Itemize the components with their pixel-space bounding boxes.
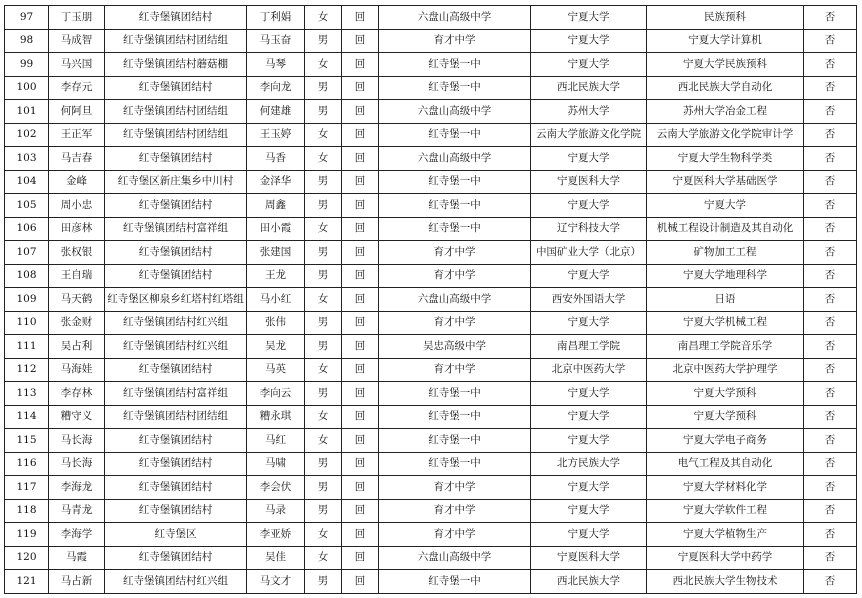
university-major-cell: 机械工程设计制造及其自动化 bbox=[647, 217, 804, 241]
row-number-cell: 116 bbox=[5, 452, 49, 476]
student-name-cell: 马英 bbox=[247, 358, 305, 382]
parent-name-cell: 王正军 bbox=[49, 123, 105, 147]
table-row bbox=[5, 147, 857, 171]
ethnicity-cell: 回 bbox=[342, 6, 379, 30]
ethnicity-cell: 回 bbox=[342, 264, 379, 288]
student-name-cell: 周鑫 bbox=[247, 194, 305, 218]
row-number-cell: 99 bbox=[5, 53, 49, 77]
status-cell: 否 bbox=[804, 194, 857, 218]
ethnicity-cell: 回 bbox=[342, 358, 379, 382]
university-major-cell: 民族预科 bbox=[647, 6, 804, 30]
university-major-cell: 苏州大学冶金工程 bbox=[647, 100, 804, 124]
university-cell: 中国矿业大学（北京） bbox=[531, 241, 647, 265]
address-cell: 红寺堡镇团结村 bbox=[105, 452, 247, 476]
table-row bbox=[5, 100, 857, 124]
high-school-cell: 吴忠高级中学 bbox=[379, 335, 531, 359]
table-row bbox=[5, 452, 857, 476]
university-cell: 西北民族大学 bbox=[531, 570, 647, 594]
gender-cell: 男 bbox=[305, 29, 342, 53]
university-major-cell: 宁夏医科大学基础医学 bbox=[647, 170, 804, 194]
student-name-cell: 张伟 bbox=[247, 311, 305, 335]
row-number-cell: 117 bbox=[5, 476, 49, 500]
address-cell: 红寺堡镇团结村 bbox=[105, 429, 247, 453]
table-row bbox=[5, 523, 857, 547]
student-name-cell: 糟永琪 bbox=[247, 405, 305, 429]
high-school-cell: 六盘山高级中学 bbox=[379, 288, 531, 312]
address-cell: 红寺堡镇团结村 bbox=[105, 264, 247, 288]
university-cell: 云南大学旅游文化学院 bbox=[531, 123, 647, 147]
status-cell: 否 bbox=[804, 264, 857, 288]
row-number-cell: 110 bbox=[5, 311, 49, 335]
table-row bbox=[5, 499, 857, 523]
high-school-cell: 育才中学 bbox=[379, 311, 531, 335]
parent-name-cell: 马海娃 bbox=[49, 358, 105, 382]
university-major-cell: 北京中医药大学护理学 bbox=[647, 358, 804, 382]
high-school-cell: 育才中学 bbox=[379, 241, 531, 265]
gender-cell: 男 bbox=[305, 311, 342, 335]
address-cell: 红寺堡镇团结村红兴组 bbox=[105, 570, 247, 594]
parent-name-cell: 马占新 bbox=[49, 570, 105, 594]
status-cell: 否 bbox=[804, 523, 857, 547]
university-major-cell: 宁夏大学预科 bbox=[647, 382, 804, 406]
row-number-cell: 103 bbox=[5, 147, 49, 171]
status-cell: 否 bbox=[804, 288, 857, 312]
university-cell: 宁夏大学 bbox=[531, 29, 647, 53]
row-number-cell: 111 bbox=[5, 335, 49, 359]
ethnicity-cell: 回 bbox=[342, 452, 379, 476]
address-cell: 红寺堡区 bbox=[105, 523, 247, 547]
ethnicity-cell: 回 bbox=[342, 523, 379, 547]
parent-name-cell: 糟守义 bbox=[49, 405, 105, 429]
student-name-cell: 马琴 bbox=[247, 53, 305, 77]
table-row bbox=[5, 217, 857, 241]
ethnicity-cell: 回 bbox=[342, 53, 379, 77]
university-major-cell: 日语 bbox=[647, 288, 804, 312]
university-major-cell: 西北民族大学自动化 bbox=[647, 76, 804, 100]
parent-name-cell: 李海学 bbox=[49, 523, 105, 547]
student-name-cell: 马香 bbox=[247, 147, 305, 171]
address-cell: 红寺堡镇团结村团结组 bbox=[105, 123, 247, 147]
table-row bbox=[5, 382, 857, 406]
ethnicity-cell: 回 bbox=[342, 170, 379, 194]
status-cell: 否 bbox=[804, 217, 857, 241]
gender-cell: 男 bbox=[305, 264, 342, 288]
university-major-cell: 宁夏大学预科 bbox=[647, 405, 804, 429]
student-name-cell: 吴佳 bbox=[247, 546, 305, 570]
table-row bbox=[5, 405, 857, 429]
university-cell: 北方民族大学 bbox=[531, 452, 647, 476]
row-number-cell: 113 bbox=[5, 382, 49, 406]
address-cell: 红寺堡镇团结村 bbox=[105, 499, 247, 523]
parent-name-cell: 马天鹤 bbox=[49, 288, 105, 312]
status-cell: 否 bbox=[804, 53, 857, 77]
address-cell: 红寺堡镇团结村团结组 bbox=[105, 29, 247, 53]
high-school-cell: 育才中学 bbox=[379, 264, 531, 288]
status-cell: 否 bbox=[804, 76, 857, 100]
university-cell: 宁夏大学 bbox=[531, 429, 647, 453]
university-cell: 宁夏大学 bbox=[531, 53, 647, 77]
university-major-cell: 宁夏医科大学中药学 bbox=[647, 546, 804, 570]
status-cell: 否 bbox=[804, 429, 857, 453]
row-number-cell: 118 bbox=[5, 499, 49, 523]
row-number-cell: 112 bbox=[5, 358, 49, 382]
high-school-cell: 育才中学 bbox=[379, 476, 531, 500]
university-cell: 北京中医药大学 bbox=[531, 358, 647, 382]
gender-cell: 女 bbox=[305, 6, 342, 30]
high-school-cell: 育才中学 bbox=[379, 523, 531, 547]
ethnicity-cell: 回 bbox=[342, 29, 379, 53]
university-major-cell: 宁夏大学机械工程 bbox=[647, 311, 804, 335]
university-cell: 宁夏大学 bbox=[531, 194, 647, 218]
high-school-cell: 红寺堡一中 bbox=[379, 405, 531, 429]
student-name-cell: 吴龙 bbox=[247, 335, 305, 359]
student-name-cell: 何建雄 bbox=[247, 100, 305, 124]
row-number-cell: 100 bbox=[5, 76, 49, 100]
high-school-cell: 红寺堡一中 bbox=[379, 194, 531, 218]
high-school-cell: 红寺堡一中 bbox=[379, 53, 531, 77]
gender-cell: 男 bbox=[305, 382, 342, 406]
university-cell: 宁夏大学 bbox=[531, 147, 647, 171]
gender-cell: 男 bbox=[305, 100, 342, 124]
student-name-cell: 李向云 bbox=[247, 382, 305, 406]
ethnicity-cell: 回 bbox=[342, 100, 379, 124]
status-cell: 否 bbox=[804, 6, 857, 30]
gender-cell: 男 bbox=[305, 241, 342, 265]
row-number-cell: 120 bbox=[5, 546, 49, 570]
table-row bbox=[5, 358, 857, 382]
gender-cell: 女 bbox=[305, 523, 342, 547]
university-major-cell: 宁夏大学民族预科 bbox=[647, 53, 804, 77]
address-cell: 红寺堡镇团结村 bbox=[105, 358, 247, 382]
address-cell: 红寺堡镇团结村 bbox=[105, 147, 247, 171]
row-number-cell: 104 bbox=[5, 170, 49, 194]
gender-cell: 女 bbox=[305, 123, 342, 147]
address-cell: 红寺堡镇团结村 bbox=[105, 546, 247, 570]
university-cell: 苏州大学 bbox=[531, 100, 647, 124]
ethnicity-cell: 回 bbox=[342, 546, 379, 570]
status-cell: 否 bbox=[804, 100, 857, 124]
parent-name-cell: 周小忠 bbox=[49, 194, 105, 218]
status-cell: 否 bbox=[804, 241, 857, 265]
row-number-cell: 121 bbox=[5, 570, 49, 594]
university-cell: 宁夏大学 bbox=[531, 476, 647, 500]
address-cell: 红寺堡镇团结村红兴组 bbox=[105, 311, 247, 335]
gender-cell: 男 bbox=[305, 335, 342, 359]
gender-cell: 女 bbox=[305, 358, 342, 382]
student-name-cell: 王玉婷 bbox=[247, 123, 305, 147]
parent-name-cell: 田彦林 bbox=[49, 217, 105, 241]
student-name-cell: 马文才 bbox=[247, 570, 305, 594]
status-cell: 否 bbox=[804, 335, 857, 359]
table-row bbox=[5, 288, 857, 312]
student-name-cell: 李会伏 bbox=[247, 476, 305, 500]
university-cell: 宁夏大学 bbox=[531, 523, 647, 547]
row-number-cell: 114 bbox=[5, 405, 49, 429]
high-school-cell: 红寺堡一中 bbox=[379, 76, 531, 100]
student-name-cell: 马玉奋 bbox=[247, 29, 305, 53]
address-cell: 红寺堡镇团结村富祥组 bbox=[105, 382, 247, 406]
gender-cell: 男 bbox=[305, 76, 342, 100]
high-school-cell: 红寺堡一中 bbox=[379, 429, 531, 453]
ethnicity-cell: 回 bbox=[342, 241, 379, 265]
high-school-cell: 红寺堡一中 bbox=[379, 382, 531, 406]
parent-name-cell: 王自瑞 bbox=[49, 264, 105, 288]
ethnicity-cell: 回 bbox=[342, 288, 379, 312]
address-cell: 红寺堡区新庄集乡中川村 bbox=[105, 170, 247, 194]
address-cell: 红寺堡镇团结村 bbox=[105, 76, 247, 100]
row-number-cell: 107 bbox=[5, 241, 49, 265]
address-cell: 红寺堡镇团结村团结组 bbox=[105, 100, 247, 124]
high-school-cell: 红寺堡一中 bbox=[379, 452, 531, 476]
ethnicity-cell: 回 bbox=[342, 194, 379, 218]
high-school-cell: 红寺堡一中 bbox=[379, 570, 531, 594]
ethnicity-cell: 回 bbox=[342, 570, 379, 594]
status-cell: 否 bbox=[804, 170, 857, 194]
university-cell: 宁夏医科大学 bbox=[531, 546, 647, 570]
row-number-cell: 115 bbox=[5, 429, 49, 453]
table-row bbox=[5, 546, 857, 570]
parent-name-cell: 张金财 bbox=[49, 311, 105, 335]
address-cell: 红寺堡镇团结村富祥组 bbox=[105, 217, 247, 241]
university-cell: 宁夏大学 bbox=[531, 311, 647, 335]
university-major-cell: 宁夏大学材料化学 bbox=[647, 476, 804, 500]
ethnicity-cell: 回 bbox=[342, 311, 379, 335]
parent-name-cell: 李存林 bbox=[49, 382, 105, 406]
table-row bbox=[5, 194, 857, 218]
gender-cell: 男 bbox=[305, 170, 342, 194]
row-number-cell: 119 bbox=[5, 523, 49, 547]
gender-cell: 女 bbox=[305, 53, 342, 77]
status-cell: 否 bbox=[804, 382, 857, 406]
table-row bbox=[5, 241, 857, 265]
status-cell: 否 bbox=[804, 123, 857, 147]
university-major-cell: 宁夏大学地理科学 bbox=[647, 264, 804, 288]
status-cell: 否 bbox=[804, 546, 857, 570]
parent-name-cell: 马长海 bbox=[49, 452, 105, 476]
high-school-cell: 六盘山高级中学 bbox=[379, 6, 531, 30]
high-school-cell: 六盘山高级中学 bbox=[379, 100, 531, 124]
address-cell: 红寺堡区柳泉乡红塔村红塔组 bbox=[105, 288, 247, 312]
address-cell: 红寺堡镇团结村 bbox=[105, 6, 247, 30]
university-major-cell: 电气工程及其自动化 bbox=[647, 452, 804, 476]
table-row bbox=[5, 170, 857, 194]
gender-cell: 女 bbox=[305, 405, 342, 429]
ethnicity-cell: 回 bbox=[342, 217, 379, 241]
university-major-cell: 宁夏大学电子商务 bbox=[647, 429, 804, 453]
high-school-cell: 红寺堡一中 bbox=[379, 217, 531, 241]
table-row bbox=[5, 6, 857, 30]
parent-name-cell: 丁玉朋 bbox=[49, 6, 105, 30]
parent-name-cell: 马吉春 bbox=[49, 147, 105, 171]
university-major-cell: 宁夏大学生物科学类 bbox=[647, 147, 804, 171]
gender-cell: 女 bbox=[305, 288, 342, 312]
student-name-cell: 马小红 bbox=[247, 288, 305, 312]
ethnicity-cell: 回 bbox=[342, 405, 379, 429]
status-cell: 否 bbox=[804, 476, 857, 500]
university-major-cell: 西北民族大学生物技术 bbox=[647, 570, 804, 594]
parent-name-cell: 李海龙 bbox=[49, 476, 105, 500]
parent-name-cell: 金峰 bbox=[49, 170, 105, 194]
status-cell: 否 bbox=[804, 311, 857, 335]
status-cell: 否 bbox=[804, 499, 857, 523]
parent-name-cell: 马青龙 bbox=[49, 499, 105, 523]
address-cell: 红寺堡镇团结村红兴组 bbox=[105, 335, 247, 359]
student-name-cell: 田小霞 bbox=[247, 217, 305, 241]
university-major-cell: 宁夏大学植物生产 bbox=[647, 523, 804, 547]
ethnicity-cell: 回 bbox=[342, 499, 379, 523]
ethnicity-cell: 回 bbox=[342, 76, 379, 100]
student-name-cell: 金泽华 bbox=[247, 170, 305, 194]
student-name-cell: 王龙 bbox=[247, 264, 305, 288]
address-cell: 红寺堡镇团结村 bbox=[105, 194, 247, 218]
parent-name-cell: 马长海 bbox=[49, 429, 105, 453]
ethnicity-cell: 回 bbox=[342, 476, 379, 500]
university-cell: 宁夏大学 bbox=[531, 499, 647, 523]
university-cell: 南昌理工学院 bbox=[531, 335, 647, 359]
student-name-cell: 马啸 bbox=[247, 452, 305, 476]
student-name-cell: 张建国 bbox=[247, 241, 305, 265]
university-cell: 宁夏医科大学 bbox=[531, 170, 647, 194]
row-number-cell: 101 bbox=[5, 100, 49, 124]
status-cell: 否 bbox=[804, 147, 857, 171]
gender-cell: 男 bbox=[305, 194, 342, 218]
gender-cell: 女 bbox=[305, 546, 342, 570]
parent-name-cell: 李存元 bbox=[49, 76, 105, 100]
university-major-cell: 云南大学旅游文化学院审计学 bbox=[647, 123, 804, 147]
ethnicity-cell: 回 bbox=[342, 382, 379, 406]
high-school-cell: 红寺堡一中 bbox=[379, 123, 531, 147]
gender-cell: 男 bbox=[305, 452, 342, 476]
high-school-cell: 育才中学 bbox=[379, 358, 531, 382]
university-major-cell: 宁夏大学计算机 bbox=[647, 29, 804, 53]
high-school-cell: 育才中学 bbox=[379, 499, 531, 523]
high-school-cell: 六盘山高级中学 bbox=[379, 147, 531, 171]
university-cell: 宁夏大学 bbox=[531, 6, 647, 30]
university-cell: 西北民族大学 bbox=[531, 76, 647, 100]
student-name-cell: 丁利娟 bbox=[247, 6, 305, 30]
status-cell: 否 bbox=[804, 29, 857, 53]
student-name-cell: 马红 bbox=[247, 429, 305, 453]
university-major-cell: 南昌理工学院音乐学 bbox=[647, 335, 804, 359]
gender-cell: 女 bbox=[305, 147, 342, 171]
table-row bbox=[5, 53, 857, 77]
address-cell: 红寺堡镇团结村 bbox=[105, 241, 247, 265]
university-cell: 宁夏大学 bbox=[531, 382, 647, 406]
gender-cell: 男 bbox=[305, 570, 342, 594]
university-major-cell: 宁夏大学 bbox=[647, 194, 804, 218]
table-row bbox=[5, 429, 857, 453]
address-cell: 红寺堡镇团结村蘑菇棚 bbox=[105, 53, 247, 77]
parent-name-cell: 马霞 bbox=[49, 546, 105, 570]
row-number-cell: 108 bbox=[5, 264, 49, 288]
gender-cell: 男 bbox=[305, 476, 342, 500]
university-cell: 宁夏大学 bbox=[531, 405, 647, 429]
table-row bbox=[5, 335, 857, 359]
table-row bbox=[5, 76, 857, 100]
parent-name-cell: 吴占利 bbox=[49, 335, 105, 359]
row-number-cell: 109 bbox=[5, 288, 49, 312]
row-number-cell: 105 bbox=[5, 194, 49, 218]
ethnicity-cell: 回 bbox=[342, 335, 379, 359]
address-cell: 红寺堡镇团结村 bbox=[105, 476, 247, 500]
university-cell: 辽宁科技大学 bbox=[531, 217, 647, 241]
ethnicity-cell: 回 bbox=[342, 147, 379, 171]
parent-name-cell: 马兴国 bbox=[49, 53, 105, 77]
ethnicity-cell: 回 bbox=[342, 123, 379, 147]
table-row bbox=[5, 311, 857, 335]
student-name-cell: 马录 bbox=[247, 499, 305, 523]
student-name-cell: 李亚娇 bbox=[247, 523, 305, 547]
gender-cell: 男 bbox=[305, 499, 342, 523]
row-number-cell: 97 bbox=[5, 6, 49, 30]
table-row bbox=[5, 123, 857, 147]
status-cell: 否 bbox=[804, 358, 857, 382]
row-number-cell: 98 bbox=[5, 29, 49, 53]
parent-name-cell: 何阿旦 bbox=[49, 100, 105, 124]
status-cell: 否 bbox=[804, 452, 857, 476]
row-number-cell: 106 bbox=[5, 217, 49, 241]
gender-cell: 女 bbox=[305, 217, 342, 241]
university-cell: 宁夏大学 bbox=[531, 264, 647, 288]
high-school-cell: 红寺堡一中 bbox=[379, 170, 531, 194]
address-cell: 红寺堡镇团结村团结组 bbox=[105, 405, 247, 429]
parent-name-cell: 马成智 bbox=[49, 29, 105, 53]
university-major-cell: 宁夏大学软件工程 bbox=[647, 499, 804, 523]
ethnicity-cell: 回 bbox=[342, 429, 379, 453]
high-school-cell: 六盘山高级中学 bbox=[379, 546, 531, 570]
parent-name-cell: 张权银 bbox=[49, 241, 105, 265]
row-number-cell: 102 bbox=[5, 123, 49, 147]
university-major-cell: 矿物加工工程 bbox=[647, 241, 804, 265]
university-cell: 西安外国语大学 bbox=[531, 288, 647, 312]
table-row bbox=[5, 570, 857, 594]
table-row bbox=[5, 29, 857, 53]
table-row bbox=[5, 476, 857, 500]
student-name-cell: 李向龙 bbox=[247, 76, 305, 100]
table-row bbox=[5, 264, 857, 288]
status-cell: 否 bbox=[804, 570, 857, 594]
status-cell: 否 bbox=[804, 405, 857, 429]
high-school-cell: 育才中学 bbox=[379, 29, 531, 53]
student-record-table bbox=[4, 5, 857, 594]
table-body bbox=[5, 6, 857, 594]
gender-cell: 女 bbox=[305, 429, 342, 453]
